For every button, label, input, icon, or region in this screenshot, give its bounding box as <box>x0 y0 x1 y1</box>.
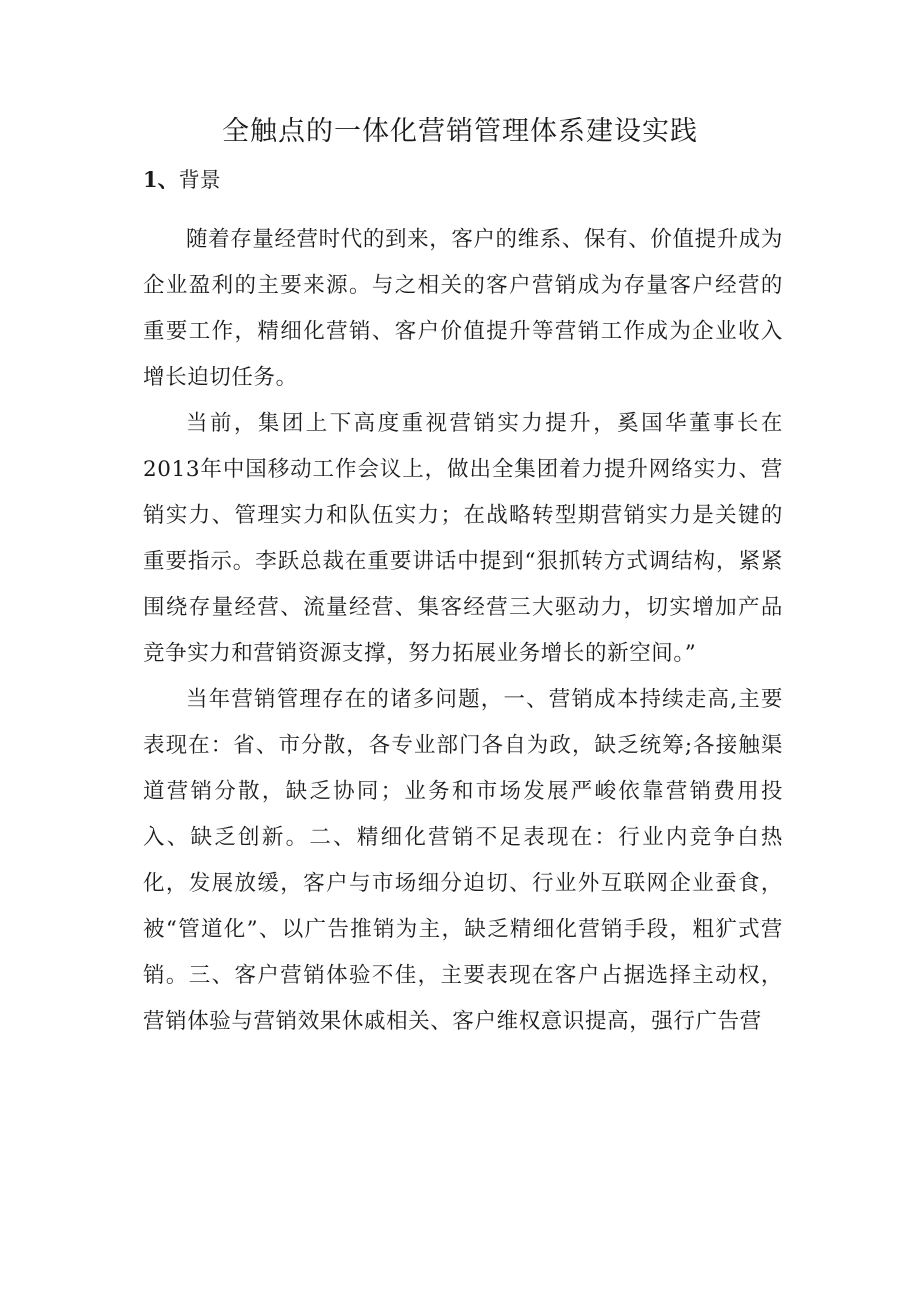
paragraph-problems: 当年营销管理存在的诸多问题，一、营销成本持续走高,主要表现在：省、市分散，各专业部门各自为政，缺乏统筹;各接触渠道营销分散，缺乏协同；业务和市场发展严峻依靠营销费用投入、缺乏创新。二、精细化营销不足表现在：行业内竞争白热化，发展放缓，客户与市场细分迫切、行业外互联网企业蚕食，被“管道化”、以广告推销为主，缺乏精细化营销手段，粗犷式营销。三、客户营销体验不佳，主要表现在客户占据选择主动权，营销体验与营销效果休戚相关、客户维权意识提高，强行广告营 <box>143 687 783 1034</box>
section-heading-text: 背景 <box>178 168 221 192</box>
section-heading <box>143 162 221 198</box>
paragraph-background: 随着存量经营时代的到来，客户的维系、保有、价值提升成为企业盈利的主要来源。与之相关的客户营销成为存量客户经营的重要工作，精细化营销、客户价值提升等营销工作成为企业收入增长迫切任务。 <box>143 227 783 390</box>
document-body <box>143 217 783 1045</box>
section-number: 1、 <box>143 167 179 192</box>
paragraph-current-situation: 当前，集团上下高度重视营销实力提升，奚国华董事长在2013年中国移动工作会议上，做出全集团着力提升网络实力、营销实力、管理实力和队伍实力；在战略转型期营销实力是关键的重要指示。李跃总裁在重要讲话中提到“狠抓转方式调结构，紧紧围绕存量经营、流量经营、集客经营三大驱动力，切实增加产品竞争实力和营销资源支撑，努力拓展业务增长的新空间。” <box>143 411 783 666</box>
document-title: 全触点的一体化营销管理体系建设实践 <box>222 116 698 147</box>
